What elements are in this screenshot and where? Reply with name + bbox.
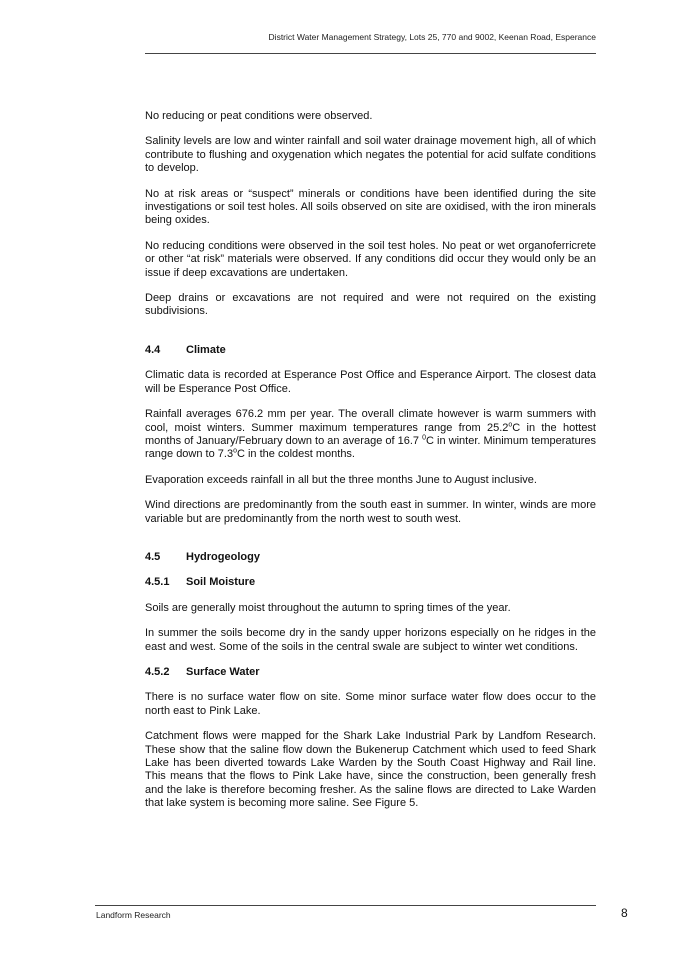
section-title: Surface Water bbox=[186, 665, 260, 678]
degree-superscript: o bbox=[508, 420, 513, 428]
document-body bbox=[145, 110, 596, 823]
section-number: 4.5.2 bbox=[145, 665, 170, 678]
section-heading-hydrogeology bbox=[145, 551, 596, 564]
subsection-heading-surface-water bbox=[145, 666, 596, 679]
text-run: C in the coldest months. bbox=[236, 448, 355, 461]
paragraph: No reducing or peat conditions were observed. bbox=[145, 110, 373, 122]
paragraph: There is no surface water flow on site. Some minor surface water flow does occur to the north east to Pink Lake. bbox=[145, 691, 596, 717]
section-spacer bbox=[145, 538, 596, 551]
paragraph: In summer the soils become dry in the sandy upper horizons especially on he ridges in the east and west. Some of the soils in the central swale are subject to winter wet conditions. bbox=[145, 627, 596, 653]
text-run: Rainfall averages 676.2 mm per year. The overall climate however is warm summers with cool, moist winters. Summer maximum temperatures range from 25.2 bbox=[145, 408, 596, 434]
paragraph: Catchment flows were mapped for the Shark Lake Industrial Park by Landfom Research. These show that the saline flow down the Bukenerup Catchment which used to feed Shark Lake has been diverted towards Lake Warden by the South Coast Highway and Rail line. This means that the flows to Pink Lake have, since the construction, been generally fresh and the lake is therefore becoming fresher. As the saline flows are directed to Lake Warden that lake system is becoming more saline. See Figure 5. bbox=[145, 730, 596, 810]
section-title: Climate bbox=[186, 343, 226, 356]
paragraph: Evaporation exceeds rainfall in all but the three months June to August inclusive. bbox=[145, 473, 537, 486]
degree-superscript: o bbox=[233, 447, 237, 455]
text-run: C in the hottest months of January/February down to an average of 16.7 bbox=[145, 421, 596, 447]
section-title: Hydrogeology bbox=[186, 550, 260, 563]
section-heading-climate bbox=[145, 344, 596, 357]
section-number: 4.4 bbox=[145, 343, 161, 356]
paragraph: Salinity levels are low and winter rainfall and soil water drainage movement high, all of which contribute to flushing and oxygenation which negates the potential for acid sulfate conditions to develop. bbox=[145, 135, 596, 175]
text-run: C in winter. Minimum temperatures range down to 7.3 bbox=[145, 434, 597, 461]
section-number: 4.5.1 bbox=[145, 576, 170, 589]
paragraph: Deep drains or excavations are not required and were not required on the existing subdivisions. bbox=[145, 292, 596, 318]
page-number: 8 bbox=[621, 906, 628, 920]
paragraph: Wind directions are predominantly from the south east in summer. In winter, winds are more variable but are predominantly from the north west to south west. bbox=[145, 499, 596, 525]
footer-rule bbox=[95, 905, 596, 906]
page-header: District Water Management Strategy, Lots 25, 770 and 9002, Keenan Road, Esperance bbox=[268, 32, 596, 42]
section-number: 4.5 bbox=[145, 550, 161, 563]
paragraph-temperatures bbox=[145, 408, 596, 462]
paragraph: Climatic data is recorded at Esperance Post Office and Esperance Airport. The closest data will be Esperance Post Office. bbox=[145, 369, 596, 395]
subsection-heading-soil-moisture bbox=[145, 576, 596, 589]
degree-superscript: 0 bbox=[422, 434, 427, 442]
section-title: Soil Moisture bbox=[186, 576, 256, 589]
section-spacer bbox=[145, 331, 596, 344]
paragraph: Soils are generally moist throughout the autumn to spring times of the year. bbox=[145, 601, 511, 614]
header-rule bbox=[145, 53, 596, 54]
paragraph: No reducing conditions were observed in the soil test holes. No peat or wet organoferricrete or other “at risk” materials were observed. If any conditions did occur they would only be an issue if deep excavations are undertaken. bbox=[145, 239, 596, 279]
paragraph: No at risk areas or “suspect” minerals or conditions have been identified during the site investigations or soil test holes. All soils observed on site are oxidised, with the iron minerals being oxides. bbox=[145, 187, 596, 227]
footer-company: Landform Research bbox=[96, 910, 171, 920]
